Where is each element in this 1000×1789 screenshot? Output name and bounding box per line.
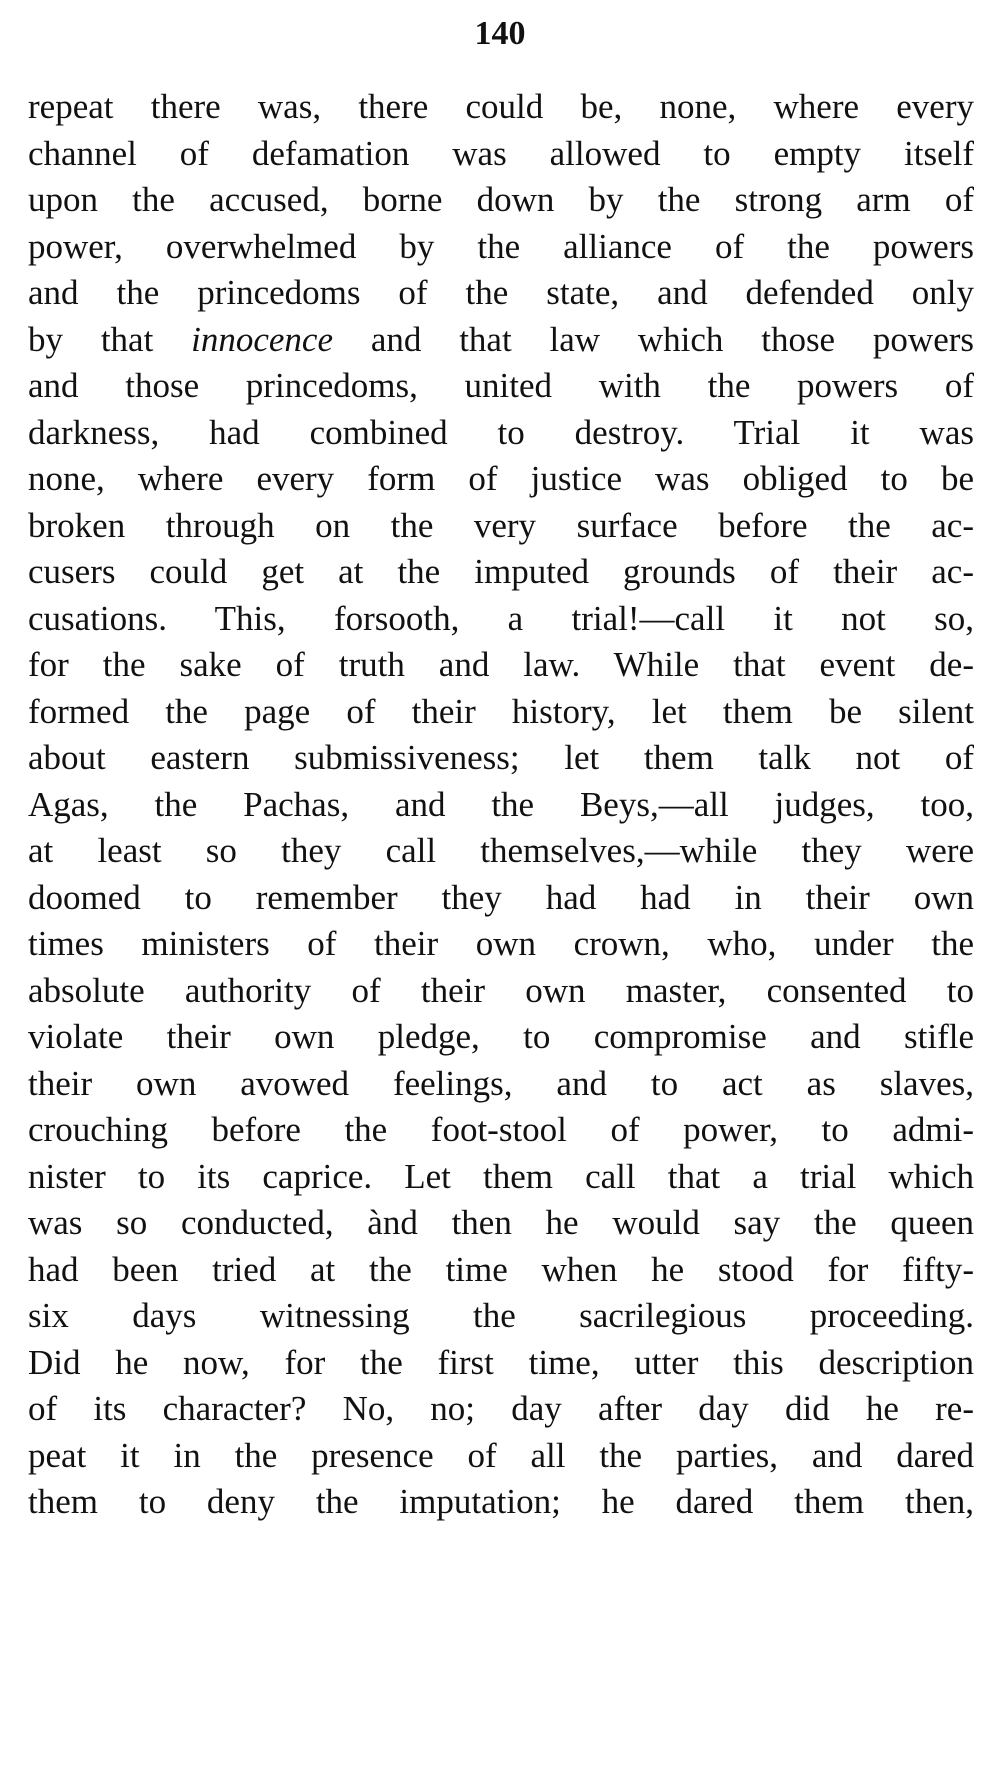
text-line: them to deny the imputation; he dared them then,	[28, 1482, 974, 1521]
text-line: Agas, the Pachas, and the Beys,—all judges, too,	[28, 784, 974, 824]
page-number: 140	[474, 15, 526, 52]
text-line	[28, 317, 974, 364]
text-line: none, where every form of justice was obliged to be	[28, 459, 974, 498]
text-line: their own avowed feelings, and to act as slaves,	[28, 1063, 974, 1103]
text-line: violate their own pledge, to compromise and stifle	[28, 1017, 974, 1056]
text-line: six days witnessing the sacrilegious proceeding.	[28, 1296, 974, 1335]
text-line: channel of defamation was allowed to empty itself	[28, 133, 974, 173]
text-line: about eastern submissiveness; let them talk not of	[28, 738, 974, 777]
text-line: darkness, had combined to destroy. Trial it was	[28, 412, 974, 452]
text-segment: by that	[28, 319, 192, 359]
text-line: repeat there was, there could be, none, where every	[28, 87, 974, 126]
text-line: formed the page of their history, let them be silent	[28, 691, 974, 731]
text-line: nister to its caprice. Let them call that a trial which	[28, 1156, 974, 1196]
text-line: doomed to remember they had had in their own	[28, 877, 974, 917]
text-line: upon the accused, borne down by the strong arm of	[28, 180, 974, 219]
text-line: times ministers of their own crown, who, under the	[28, 924, 974, 963]
text-segment: and that law which those powers	[333, 319, 974, 359]
text-line: power, overwhelmed by the alliance of the powers	[28, 226, 974, 266]
text-line: of its character? No, no; day after day did he re-	[28, 1389, 974, 1428]
text-line: cusers could get at the imputed grounds of their ac-	[28, 552, 974, 591]
text-line: for the sake of truth and law. While that event de-	[28, 645, 974, 684]
text-line: broken through on the very surface before the ac-	[28, 505, 974, 545]
text-line: Did he now, for the first time, utter this description	[28, 1342, 974, 1382]
text-line: crouching before the foot-stool of power, to admi-	[28, 1110, 974, 1149]
text-line: at least so they call themselves,—while they were	[28, 831, 974, 870]
text-line: and those princedoms, united with the powers of	[28, 366, 974, 405]
text-line: and the princedoms of the state, and defended only	[28, 273, 974, 312]
text-line: had been tried at the time when he stood for fifty-	[28, 1249, 974, 1289]
body-text	[28, 84, 974, 1526]
text-line: peat it in the presence of all the parties, and dared	[28, 1435, 974, 1475]
text-line: absolute authority of their own master, consented to	[28, 970, 974, 1010]
italic-word: innocence	[191, 319, 334, 359]
text-line: was so conducted, ànd then he would say the queen	[28, 1203, 974, 1242]
text-line: cusations. This, forsooth, a trial!—call it not so,	[28, 598, 974, 638]
